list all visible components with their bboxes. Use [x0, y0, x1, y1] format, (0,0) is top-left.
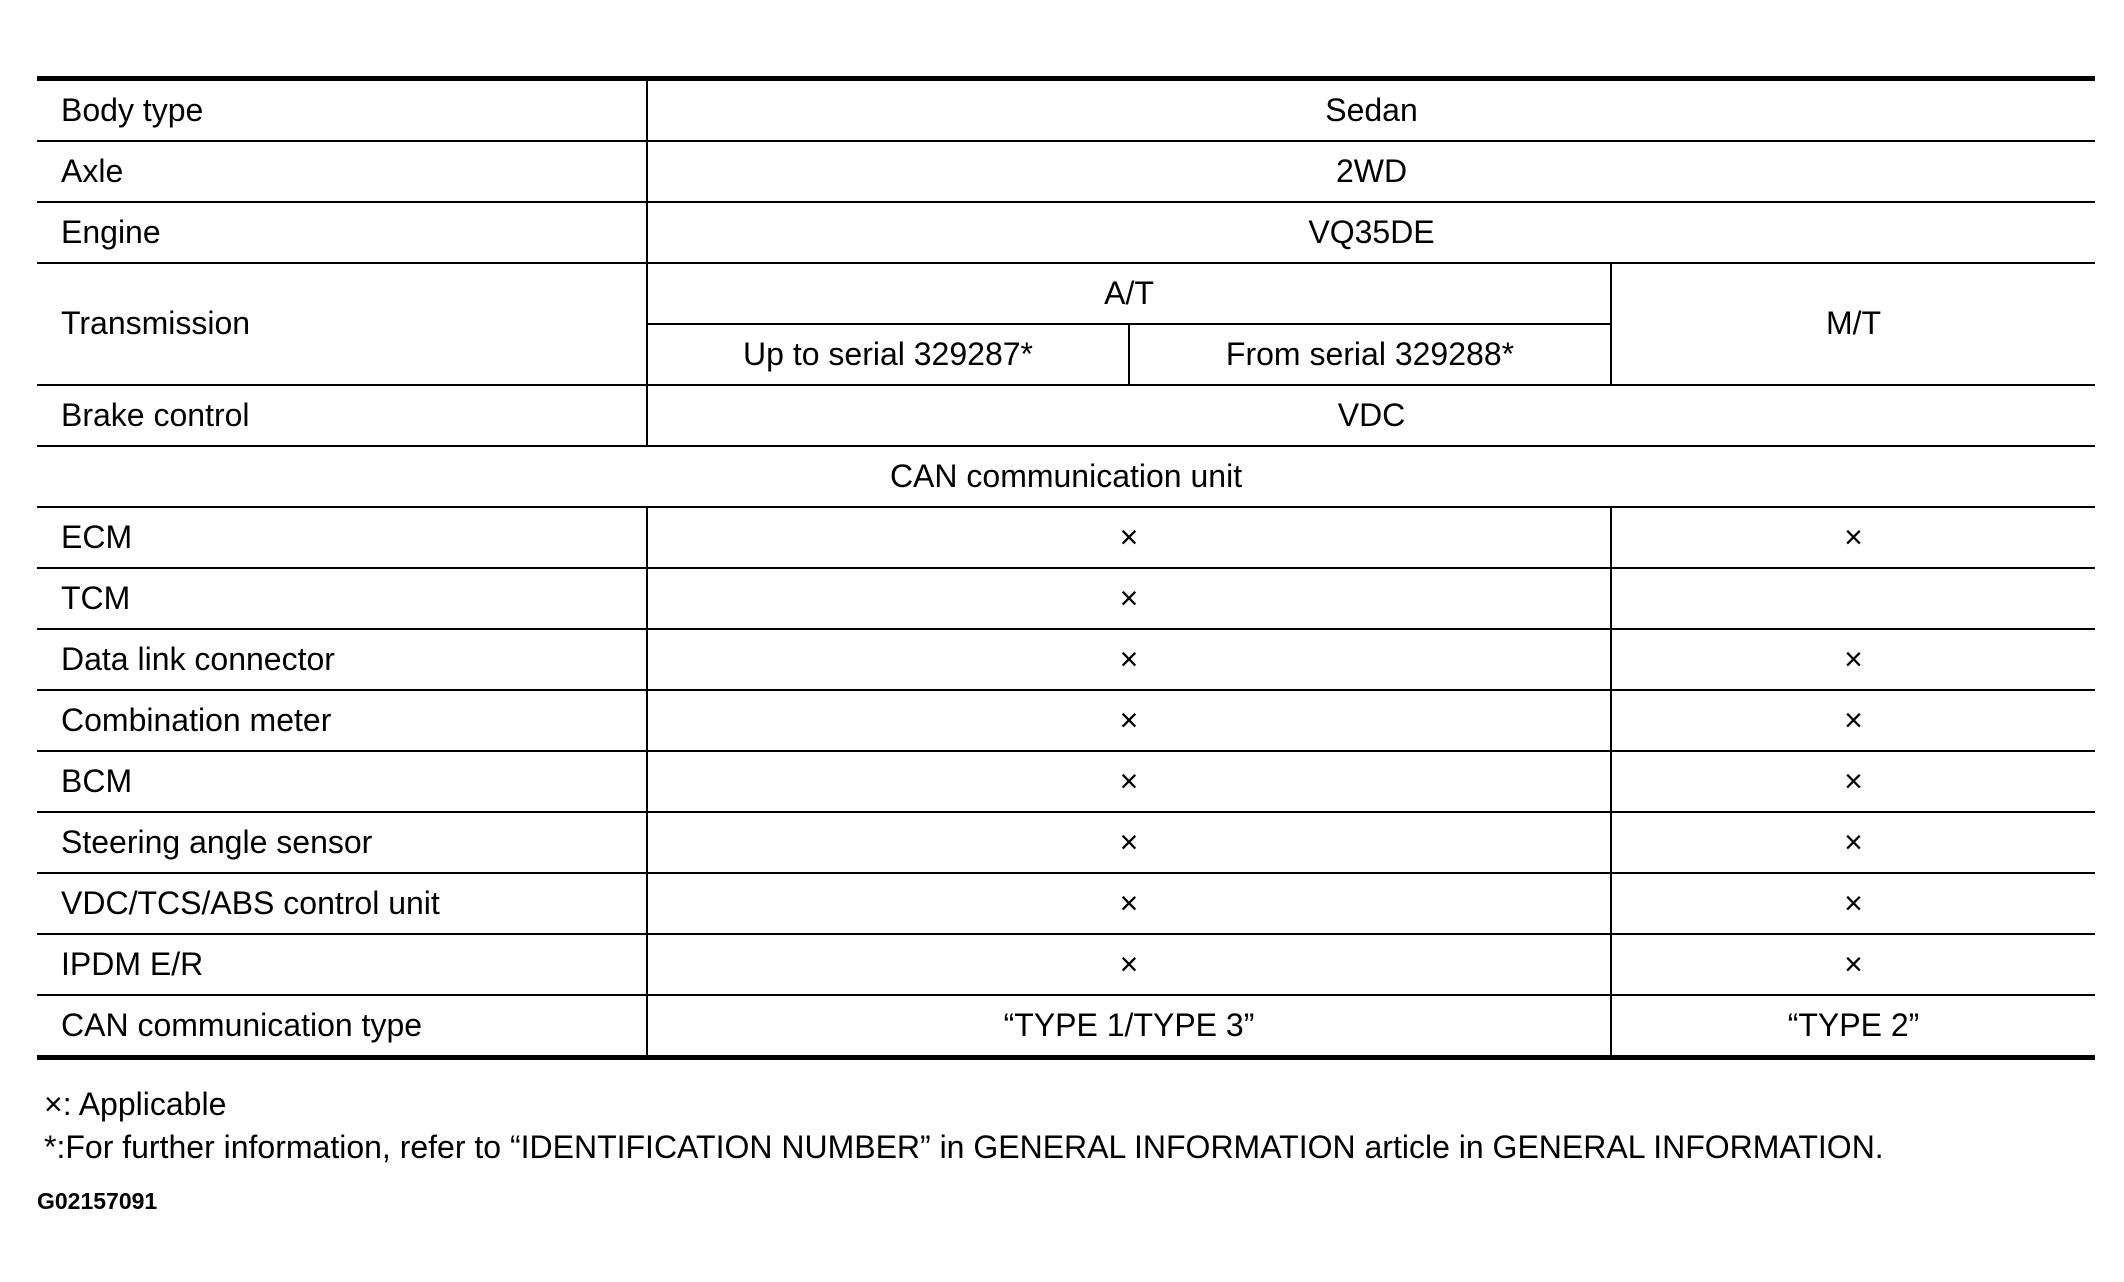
table-row — [37, 568, 2095, 629]
value-engine: VQ35DE — [647, 202, 2095, 263]
unit-label: BCM — [37, 751, 647, 812]
table-row — [37, 812, 2095, 873]
value-at-serial-from: From serial 329288* — [1129, 324, 1611, 385]
value-brake-control: VDC — [647, 385, 2095, 446]
can-unit-header: CAN communication unit — [37, 446, 2095, 507]
value-axle: 2WD — [647, 141, 2095, 202]
unit-label: ECM — [37, 507, 647, 568]
label-brake-control: Brake control — [37, 385, 647, 446]
table-row — [37, 934, 2095, 995]
table-row — [37, 629, 2095, 690]
table-row — [37, 507, 2095, 568]
unit-at-mark: × — [647, 812, 1611, 873]
unit-at-mark: × — [647, 507, 1611, 568]
table-row — [37, 751, 2095, 812]
row-can-unit-header — [37, 446, 2095, 507]
label-axle: Axle — [37, 141, 647, 202]
note-applicable: ×: Applicable — [44, 1086, 227, 1122]
unit-at-mark: × — [647, 568, 1611, 629]
unit-at-mark: × — [647, 934, 1611, 995]
row-axle — [37, 141, 2095, 202]
unit-mt-mark: × — [1611, 812, 2095, 873]
note-further-information: *:For further information, refer to “IDENTIFICATION NUMBER” in GENERAL INFORMATION article in GENERAL INFORMATION. — [44, 1129, 1884, 1165]
value-can-type-mt: “TYPE 2” — [1611, 995, 2095, 1058]
unit-at-mark: × — [647, 751, 1611, 812]
table-row — [37, 873, 2095, 934]
figure-id: G02157091 — [37, 1188, 158, 1214]
unit-mt-mark: × — [1611, 934, 2095, 995]
label-transmission: Transmission — [37, 263, 647, 385]
unit-label: Combination meter — [37, 690, 647, 751]
value-at-serial-up-to: Up to serial 329287* — [647, 324, 1129, 385]
label-engine: Engine — [37, 202, 647, 263]
unit-label: IPDM E/R — [37, 934, 647, 995]
row-brake-control — [37, 385, 2095, 446]
value-body-type: Sedan — [647, 79, 2095, 142]
row-transmission — [37, 263, 2095, 324]
unit-mt-mark: × — [1611, 873, 2095, 934]
can-system-spec-table — [37, 76, 2095, 1060]
unit-mt-mark: × — [1611, 629, 2095, 690]
unit-label: Steering angle sensor — [37, 812, 647, 873]
row-engine — [37, 202, 2095, 263]
unit-mt-mark: × — [1611, 507, 2095, 568]
unit-at-mark: × — [647, 873, 1611, 934]
unit-mt-mark: × — [1611, 751, 2095, 812]
unit-at-mark: × — [647, 629, 1611, 690]
value-transmission-mt: M/T — [1611, 263, 2095, 385]
unit-at-mark: × — [647, 690, 1611, 751]
unit-label: Data link connector — [37, 629, 647, 690]
unit-mt-mark: × — [1611, 690, 2095, 751]
value-can-type-at: “TYPE 1/TYPE 3” — [647, 995, 1611, 1058]
unit-label: TCM — [37, 568, 647, 629]
label-body-type: Body type — [37, 79, 647, 142]
value-transmission-at: A/T — [647, 263, 1611, 324]
row-body-type — [37, 79, 2095, 142]
label-can-type: CAN communication type — [37, 995, 647, 1058]
unit-label: VDC/TCS/ABS control unit — [37, 873, 647, 934]
unit-mt-mark — [1611, 568, 2095, 629]
table-row — [37, 690, 2095, 751]
row-can-type — [37, 995, 2095, 1058]
